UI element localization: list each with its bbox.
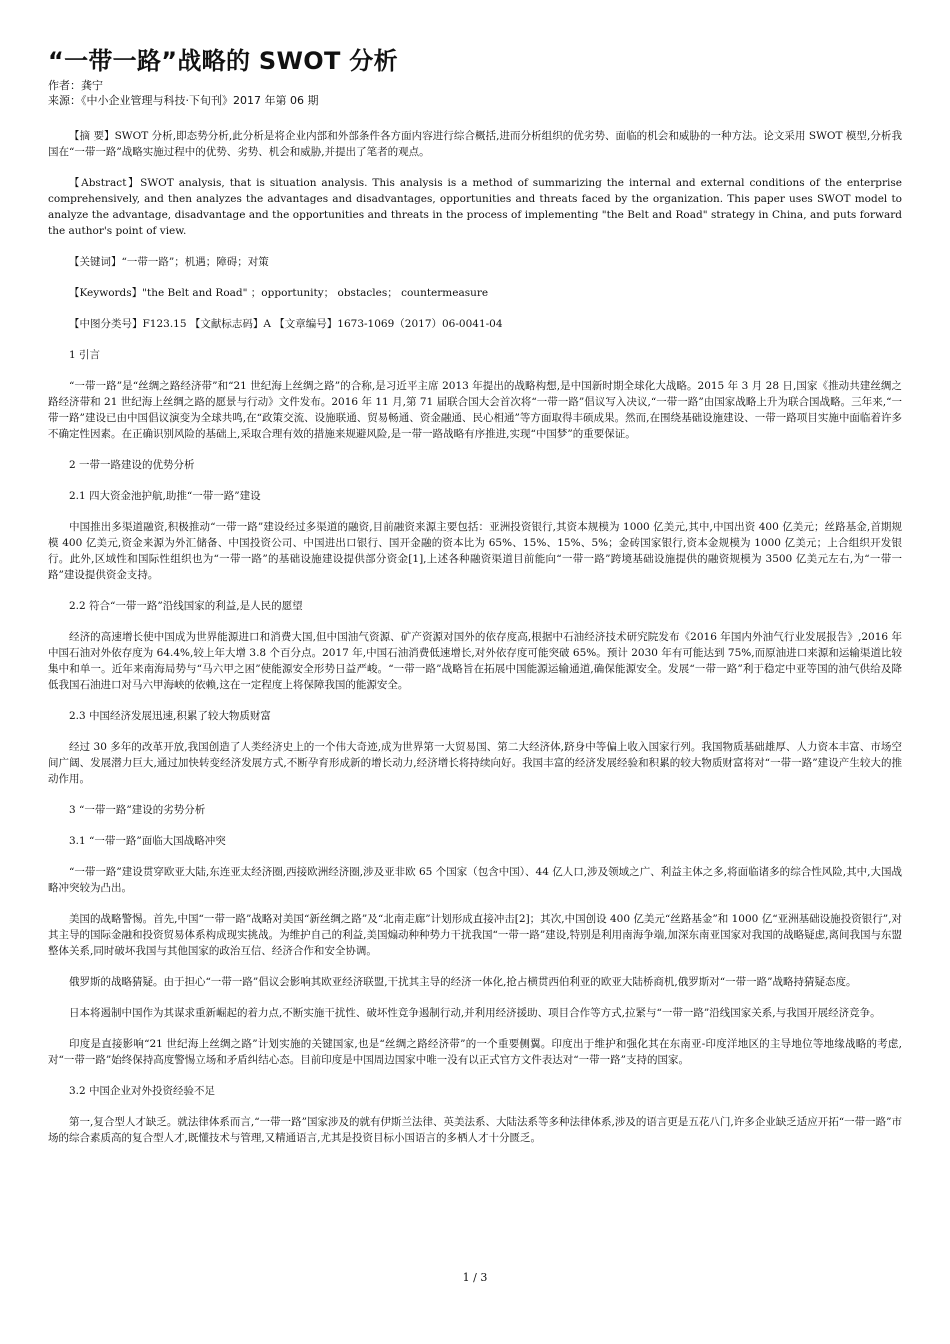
subsection-heading: 2.2 符合“一带一路”沿线国家的利益,是人民的愿望 [69,600,303,612]
paragraph: 经过 30 多年的改革开放,我国创造了人类经济史上的一个伟大奇迹,成为世界第一大贸易国、第二大经济体,跻身中等偏上收入国家行列。我国物质基础雄厚、人力资本丰富、市场空间广阔、发展潜力巨大,通过加快转变经济发展方式,不断孕育形成新的增长动力,经济增长将持续向好。我国丰富的经济发展经验和积累的较大物质财富将对“一带一路”建设产生较大的推动作用。 [48,741,902,785]
paragraph: 美国的战略警惕。首先,中国“一带一路”战略对美国“新丝绸之路”及“北南走廊”计划形成直接冲击[2]；其次,中国创设 400 亿美元“丝路基金”和 1000 亿“亚洲基础设施投资银行”,对其主导的国际金融和投资贸易体系构成现实挑战。为维护自己的利益,美国煽动种种势力干扰我国“一带一路”建设,特别是利用南海争端,加深东南亚国家对我国的战略疑虑,离间我国与东盟整体关系,同时破坏我国与其他国家的政治互信、经济合作和安全协调。 [48,913,902,957]
section-heading: 3 “一带一路”建设的劣势分析 [69,804,206,816]
paragraph: 印度是直接影响“21 世纪海上丝绸之路”计划实施的关键国家,也是“丝绸之路经济带”的一个重要侧翼。印度出于维护和强化其在东南亚-印度洋地区的主导地位等地缘战略的考虑,对“一带一路”始终保持高度警惕立场和矛盾纠结心态。目前印度是中国周边国家中唯一没有以正式官方文件表达对“一带一路”支持的国家。 [48,1038,902,1066]
paragraph: 中国推出多渠道融资,积极推动“一带一路”建设经过多渠道的融资,目前融资来源主要包括：亚洲投资银行,其资本规模为 1000 亿美元,其中,中国出资 400 亿美元；丝路基金,首期规模 400 亿美元,资金来源为外汇储备、中国投资公司、中国进出口银行、国开金融的资本比为 65%、15%、15%、5%；金砖国家银行,资本金规模为 1000 亿美元；上合组织开发银行。此外,区域性和国际性组织也为“一带一路”的基础设施建设提供部分资金[1],上述各种融资渠道目前能向“一带一路”跨境基础设施提供的融资规模为 3500 亿美元左右,为“一带一路”建设提供资金支持。 [48,521,902,581]
subsection-heading: 3.2 中国企业对外投资经验不足 [69,1085,216,1097]
abstract-en: 【Abstract】SWOT analysis, that is situation analysis. This analysis is a method of summarizing the internal and external conditions of the enterprise comprehensively, and then analyzes the advantages and disadvantages, opportunities and threats faced by the organization. This paper uses SWOT model to analyze the advantage, disadvantage and the opportunities and threats in the process of implementing "the Belt and Road" strategy in China, and puts forward the author's point of view. [48,177,902,237]
subsection-heading: 2.1 四大资金池护航,助推“一带一路”建设 [69,490,261,502]
paragraph: “一带一路”建设贯穿欧亚大陆,东连亚太经济圈,西接欧洲经济圈,涉及亚非欧 65 个国家（包含中国）、44 亿人口,涉及领域之广、利益主体之多,将面临诸多的综合性风险,其中,大国战略冲突较为凸出。 [48,866,902,894]
section-heading: 2 一带一路建设的优势分析 [69,459,195,471]
paragraph: 第一,复合型人才缺乏。就法律体系而言,“一带一路”国家涉及的就有伊斯兰法律、英美法系、大陆法系等多种法律体系,涉及的语言更是五花八门,许多企业缺乏适应开拓“一带一路”市场的综合素质高的复合型人才,既懂技术与管理,又精通语言,尤其是投资目标小国语言的多栖人才十分匮乏。 [48,1116,902,1144]
source-line: 来源：《中小企业管理与科技·下旬刊》2017 年第 06 期 [48,94,319,107]
classification-line: 【中图分类号】F123.15 【文献标志码】A 【文章编号】1673-1069（2017）06-0041-04 [69,318,503,330]
paragraph: 经济的高速增长使中国成为世界能源进口和消费大国,但中国油气资源、矿产资源对国外的依存度高,根据中石油经济技术研究院发布《2016 年国内外油气行业发展报告》,2016 年中国石油对外依存度为 64.4%,较上年大增 3.8 个百分点。2017 年,中国石油消费低速增长,对外依存度可能突破 65%。预计 2030 年有可能达到 75%,而原油进口来源和运输渠道比较集中和单一。近年来南海局势与“马六甲之困”使能源安全形势日益严峻。“一带一路”战略旨在拓展中国能源运输通道,确保能源安全。发展“一带一路”利于稳定中亚等国的油气供给及降低我国石油进口对马六甲海峡的依赖,这在一定程度上将保障我国的能源安全。 [48,631,902,691]
document-page [48,46,902,1161]
paragraph: 日本将遏制中国作为其谋求重新崛起的着力点,不断实施干扰性、破坏性竞争遏制行动,并利用经济援助、项目合作等方式,拉紧与“一带一路”沿线国家关系,与我国开展经济竞争。 [69,1007,881,1019]
keywords-cn: 【关键词】“一带一路”；机遇；障碍；对策 [69,256,269,268]
abstract-cn: 【摘 要】SWOT 分析,即态势分析,此分析是将企业内部和外部条件各方面内容进行综合概括,进而分析组织的优劣势、面临的机会和威胁的一种方法。论文采用 SWOT 模型,分析我国在“一带一路”战略实施过程中的优势、劣势、机会和威胁,并提出了笔者的观点。 [48,130,902,158]
page-title: “一带一路”战略的 SWOT 分析 [48,47,398,75]
paragraph: “一带一路”是“丝绸之路经济带”和“21 世纪海上丝绸之路”的合称,是习近平主席 2013 年提出的战略构想,是中国新时期全球化大战略。2015 年 3 月 28 日,国家《推动共建丝绸之路经济带和 21 世纪海上丝绸之路的愿景与行动》文件发布。2016 年 11 月,第 71 届联合国大会首次将“一带一路”倡议写入决议,“一带一路”由国家战略上升为联合国战略。三年来,“一带一路”建设已由中国倡议演变为全球共鸣,在“政策交流、设施联通、贸易畅通、资金融通、民心相通”等方面取得丰硕成果。然而,在围绕基础设施建设、一带一路项目实施中面临着许多不确定性因素。在正确识别风险的基础上,采取合理有效的措施来规避风险,是一带一路战略有序推进,实现“中国梦”的重要保证。 [48,380,902,440]
subsection-heading: 3.1 “一带一路”面临大国战略冲突 [69,835,226,847]
paragraph: 俄罗斯的战略猜疑。由于担心“一带一路”倡议会影响其欧亚经济联盟,干扰其主导的经济一体化,抢占横贯西伯利亚的欧亚大陆桥商机,俄罗斯对“一带一路”战略持猜疑态度。 [69,976,857,988]
keywords-en: 【Keywords】"the Belt and Road" ；opportunity； obstacles； countermeasure [69,287,489,299]
section-heading: 1 引言 [69,349,101,361]
page-number: 1 / 3 [462,1271,488,1284]
author-line: 作者：龚宁 [48,79,103,92]
subsection-heading: 2.3 中国经济发展迅速,积累了较大物质财富 [69,710,271,722]
article-body [48,128,902,1146]
